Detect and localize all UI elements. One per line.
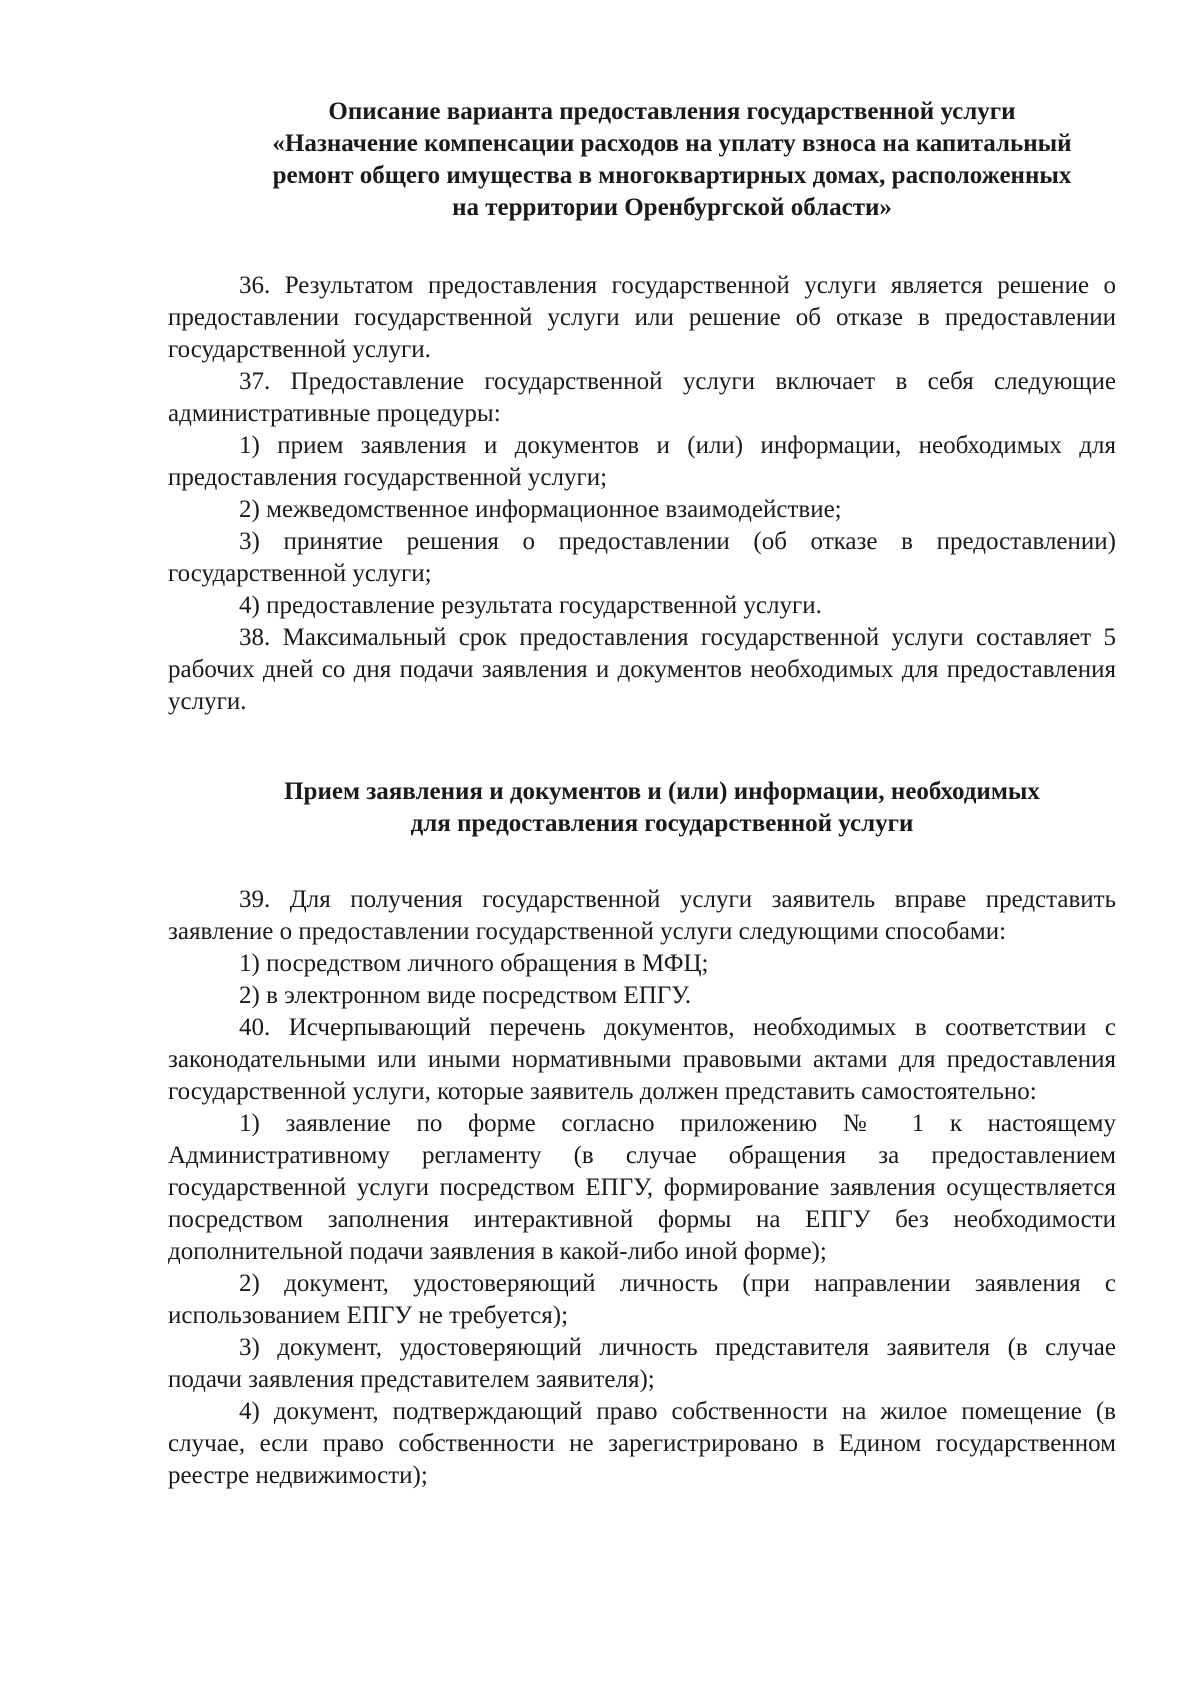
list-item: 2) документ, удостоверяющий личность (при направлении заявления с использованием ЕПГУ не требуется); <box>168 1270 1116 1329</box>
list-item: 1) прием заявления и документов и (или) информации, необходимых для предоставления государственной услуги; <box>168 432 1116 491</box>
section-title-application-intake <box>168 776 1116 840</box>
list-item: 2) в электронном виде посредством ЕПГУ. <box>239 982 692 1009</box>
section-application-intake-body <box>168 884 1116 1492</box>
title-line: Прием заявления и документов и (или) информации, необходимых <box>284 778 1040 805</box>
title-line: Описание варианта предоставления государственной услуги <box>328 98 1016 125</box>
list-item: 2) межведомственное информационное взаимодействие; <box>239 496 842 523</box>
list-item: 1) заявление по форме согласно приложению № 1 к настоящему Административному регламенту (в случае обращения за предоставлением государственной услуги посредством ЕПГУ, формирование заявления осуществляется посредством заполнения интерактивной формы на ЕПГУ без необходимости дополнительной подачи заявления в какой-либо иной форме); <box>168 1110 1116 1265</box>
paragraph-39: 39. Для получения государственной услуги заявитель вправе представить заявление о предоставлении государственной услуги следующими способами: <box>168 886 1116 945</box>
list-item: 3) документ, удостоверяющий личность представителя заявителя (в случае подачи заявления представителем заявителя); <box>168 1334 1116 1393</box>
document-body <box>168 96 1116 1492</box>
list-item: 4) документ, подтверждающий право собственности на жилое помещение (в случае, если право собственности не зарегистрировано в Едином государственном реестре недвижимости); <box>168 1398 1116 1489</box>
paragraph-38: 38. Максимальный срок предоставления государственной услуги составляет 5 рабочих дней со дня подачи заявления и документов необходимых для предоставления услуги. <box>168 624 1116 715</box>
section-variant-description-body <box>168 270 1116 718</box>
title-line: на территории Оренбургской области» <box>452 194 892 221</box>
paragraph-40: 40. Исчерпывающий перечень документов, необходимых в соответствии с законодательными или иными нормативными правовыми актами для предоставления государственной услуги, которые заявитель должен представить самостоятельно: <box>168 1014 1116 1105</box>
list-item: 4) предоставление результата государственной услуги. <box>239 592 822 619</box>
title-line: для предоставления государственной услуги <box>410 810 914 837</box>
section-title-variant-description <box>168 96 1116 224</box>
list-item: 1) посредством личного обращения в МФЦ; <box>239 950 709 977</box>
title-line: «Назначение компенсации расходов на уплату взноса на капитальный <box>272 130 1072 157</box>
paragraph-36: 36. Результатом предоставления государственной услуги является решение о предоставлении государственной услуги или решение об отказе в предоставлении государственной услуги. <box>168 272 1116 363</box>
title-line: ремонт общего имущества в многоквартирных домах, расположенных <box>272 162 1072 189</box>
paragraph-37: 37. Предоставление государственной услуги включает в себя следующие административные процедуры: <box>168 368 1116 427</box>
list-item: 3) принятие решения о предоставлении (об отказе в предоставлении) государственной услуги; <box>168 528 1116 587</box>
